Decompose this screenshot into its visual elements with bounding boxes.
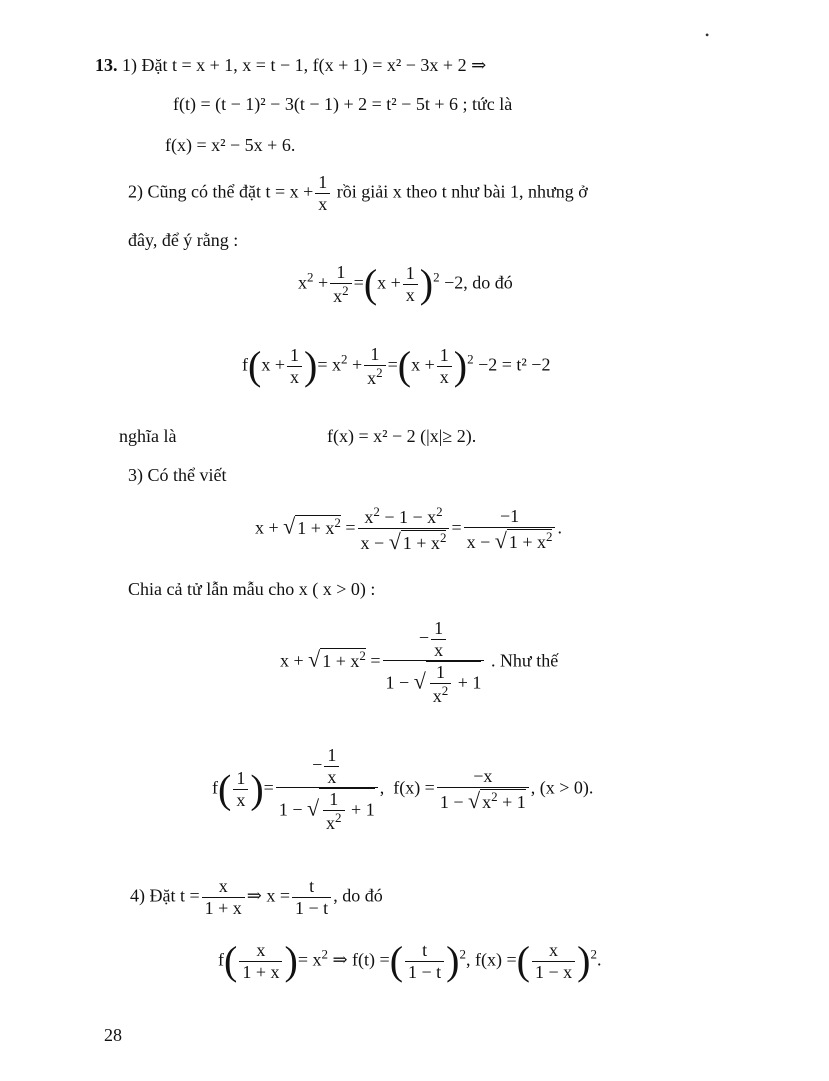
page-number: 28 — [104, 1025, 122, 1045]
part4-intro: 4) Đặt t = — [130, 885, 200, 906]
part1-line3: f(x) = x² − 5x + 6. — [165, 135, 296, 155]
corner-mark: • — [705, 28, 710, 42]
fraction-1-over-x: $\frac{1}{x}$ — [315, 172, 330, 214]
nhu-the-text: . Như thế — [490, 650, 559, 671]
problem-number: 13. — [95, 55, 118, 75]
problem-1-line-1 — [95, 56, 486, 74]
part2-line2: đây, để ý rằng : — [128, 230, 239, 250]
part3-divide-line: Chia cả tử lẫn mẫu cho x ( x > 0) : — [128, 579, 376, 599]
identity-formula: $x^2$ + $\frac{1}{x^2}$ =(x + $\frac{1}{x}$ )$^2$ −2, do đó — [298, 261, 513, 307]
nghia-la-label: nghĩa là — [119, 426, 177, 446]
implies-x: ⇒ x = — [246, 885, 291, 906]
f-substitution-formula: f(x + $\frac{1}{x}$ )= $x^2$ + $\frac{1}{x^2}$ =(x + $\frac{1}{x}$ )$^2$ −2 = t² −2 — [242, 343, 551, 389]
do-do-text: −2, do đó — [444, 272, 513, 293]
part4-final-formula: f( $\frac{x}{1 + x}$ )= $x^2$ ⇒ f(t) =( $\frac{t}{1 - t}$ )$^2$, f(x) =( $\frac{x}{1 - x}$ )$^2$. — [218, 938, 602, 984]
part2-continued: rồi giải x theo t như bài 1, nhưng ở — [336, 181, 588, 202]
f-one-over-x-formula: f( $\frac{1}{x}$ )= − $\frac{1}{x}$ 1 − √ $\frac{1}{x^2}$ + 1 , f(x) = $\frac{-x}{1 - √ x^2 + 1}$ , (x > 0). — [212, 745, 594, 834]
condition-text: , (x > 0). — [530, 777, 594, 798]
part4-line1: 4) Đặt t = $\frac{x}{1 + x}$ ⇒ x = $\frac{t}{1 - t}$ , do đó — [130, 876, 383, 918]
part3-line1: 3) Có thể viết — [128, 465, 227, 485]
part1-line1: 1) Đặt t = x + 1, x = t − 1, f(x + 1) = x² − 3x + 2 ⇒ — [122, 55, 487, 75]
do-do-part4: , do đó — [333, 885, 383, 906]
part2-line1: 2) Cũng có thể đặt t = x + $\frac{1}{x}$ rồi giải x theo t như bài 1, nhưng ở — [128, 172, 588, 214]
part2-intro: 2) Cũng có thể đặt t = — [128, 181, 286, 202]
sqrt-identity-formula: x + √ $1 + x^2$ = $\frac{x^2 - 1 - x^2}{x - √ 1 + x^2}$ = $\frac{-1}{x - √ 1 + x^2}$ . — [255, 504, 562, 554]
part1-line2: f(t) = (t − 1)² − 3(t − 1) + 2 = t² − 5t + 6 ; tức là — [173, 94, 513, 114]
formula-tail: −2 = t² −2 — [478, 354, 551, 375]
nghia-la-formula: f(x) = x² − 2 (|x|≥ 2). — [327, 426, 477, 446]
divided-formula: x + √ $1 + x^2$ = − $\frac{1}{x}$ 1 − √ $\frac{1}{x^2}$ + 1 . Như thế — [280, 618, 559, 707]
